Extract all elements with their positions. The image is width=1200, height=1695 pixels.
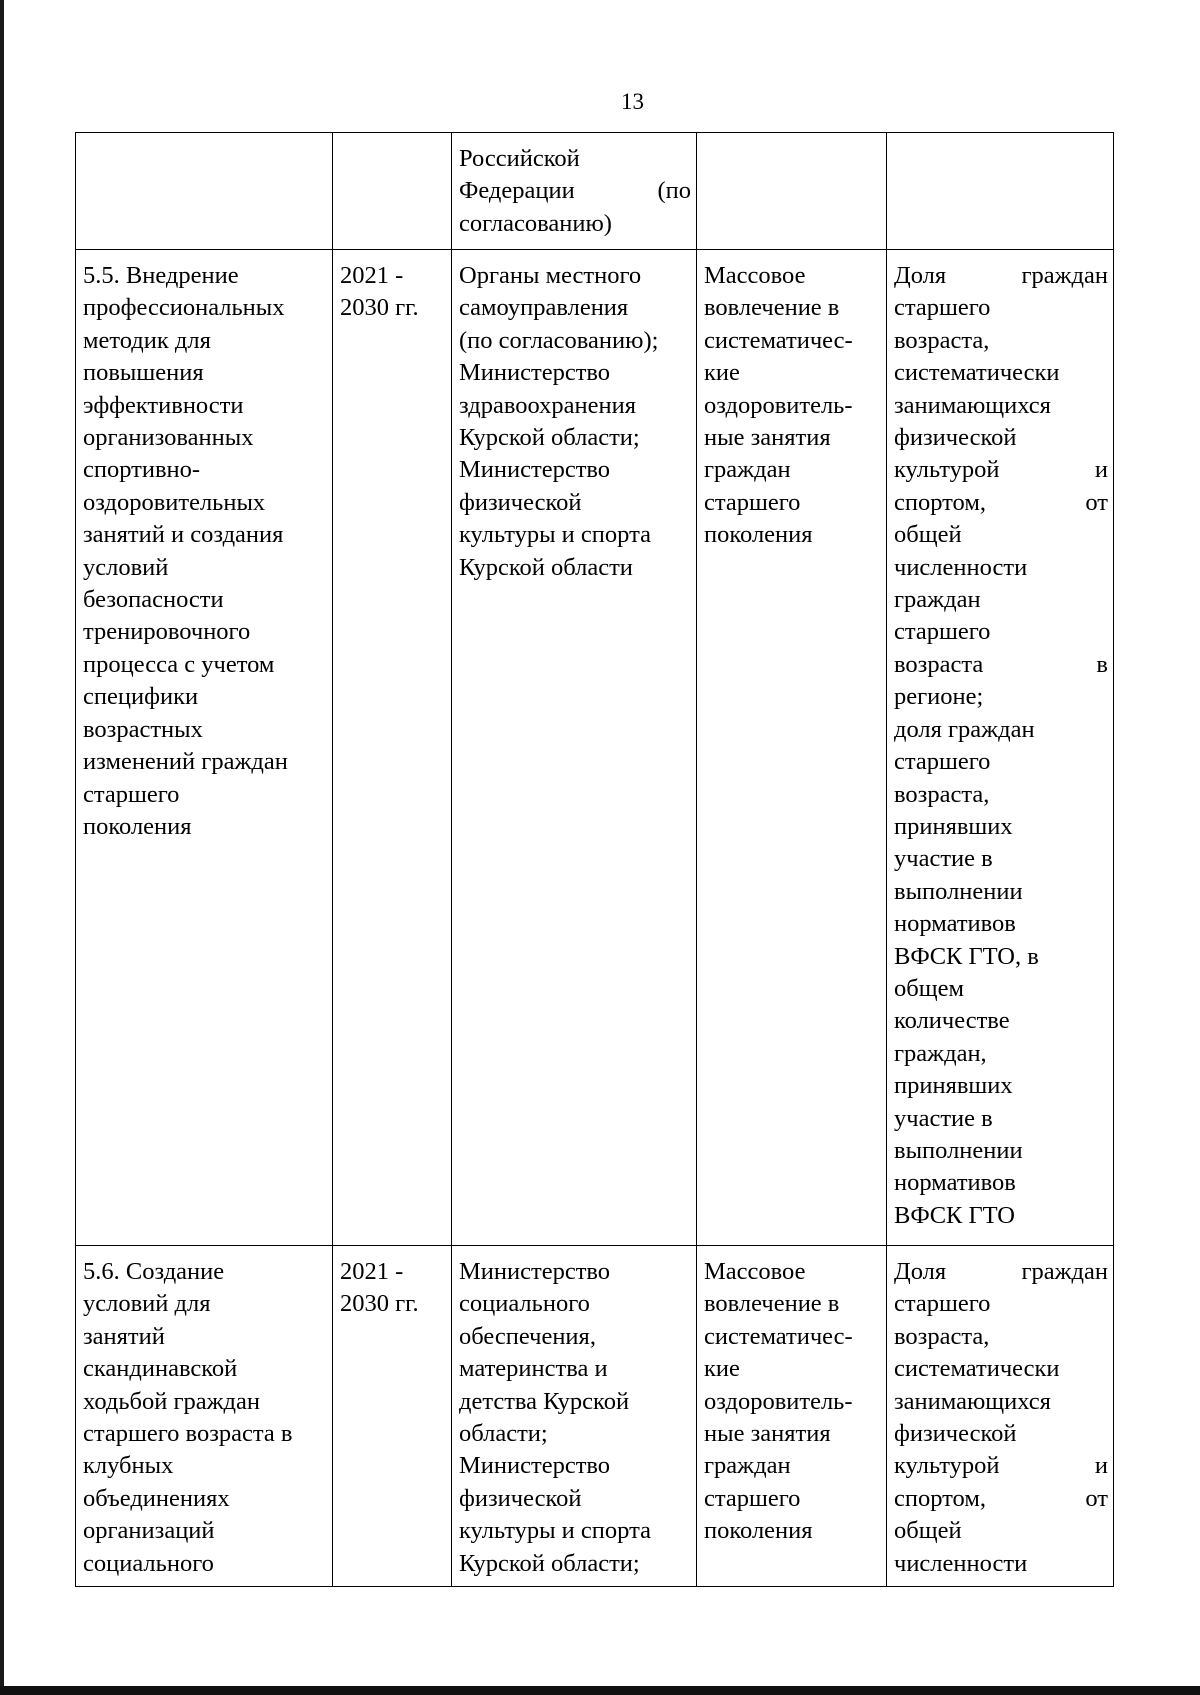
result-line: вовлечение в	[704, 294, 840, 322]
result-line: систематичес-	[704, 1322, 853, 1350]
executors-line: Курской области;	[459, 424, 640, 452]
measure-line: 5.6. Создание	[83, 1258, 225, 1285]
executors-cell	[452, 133, 697, 250]
scan-edge-left	[0, 0, 4, 1695]
measure-line: объединениях	[83, 1484, 230, 1512]
indicators-line: возраста в	[894, 650, 1108, 678]
measure-cell	[76, 1246, 333, 1587]
indicators-line: старшего	[894, 294, 991, 322]
indicators-line: культурой и	[894, 456, 1108, 484]
indicators-line: принявших	[894, 1072, 1013, 1100]
result-cell	[697, 1246, 887, 1587]
period-line: 2030 гг.	[340, 294, 419, 322]
indicators-line: выполнении	[894, 877, 1023, 905]
indicators-line: спортом, от	[894, 488, 1108, 516]
executors-line: Российской	[459, 145, 580, 172]
indicators-line: численности	[894, 1549, 1028, 1577]
result-line: поколения	[704, 521, 813, 549]
result-line: ные занятия	[704, 424, 831, 452]
indicators-line: выполнении	[894, 1136, 1023, 1164]
indicators-line: граждан,	[894, 1039, 987, 1067]
measure-line: условий для	[83, 1290, 211, 1318]
measure-line: профессиональных	[83, 294, 285, 322]
measure-line: безопасности	[83, 586, 224, 614]
table-row	[76, 133, 1114, 250]
measure-line: тренировочного	[83, 618, 251, 646]
result-cell	[697, 250, 887, 1246]
result-line: старшего	[704, 488, 801, 516]
indicators-line: физической	[894, 1420, 1017, 1448]
executors-line: Министерство	[459, 456, 611, 484]
result-line: граждан	[704, 1452, 791, 1480]
result-line: Массовое	[704, 1258, 806, 1285]
measure-line: эффективности	[83, 391, 244, 419]
indicators-line: старшего	[894, 1290, 991, 1318]
executors-line: Курской области;	[459, 1549, 640, 1577]
executors-line: детства Курской	[459, 1387, 630, 1415]
indicators-line: старшего	[894, 748, 991, 776]
measure-line: скандинавской	[83, 1355, 238, 1383]
executors-line: Федерации (по	[459, 177, 691, 205]
result-line: поколения	[704, 1517, 813, 1545]
executors-line: материнства и	[459, 1355, 608, 1383]
measure-cell	[76, 133, 333, 250]
period-line: 2021 -	[340, 262, 404, 289]
indicators-line: спортом, от	[894, 1484, 1108, 1512]
indicators-line: физической	[894, 424, 1017, 452]
executors-cell	[452, 250, 697, 1246]
indicators-line: занимающихся	[894, 1387, 1051, 1415]
period-cell	[333, 133, 452, 250]
executors-line: (по согласованию);	[459, 326, 659, 354]
indicators-line: численности	[894, 553, 1028, 581]
measure-line: возрастных	[83, 715, 203, 743]
measure-line: поколения	[83, 812, 192, 840]
indicators-line: ВФСК ГТО	[894, 1201, 1016, 1229]
indicators-line: систематически	[894, 1355, 1060, 1383]
indicators-line: возраста,	[894, 780, 990, 808]
executors-line: обеспечения,	[459, 1322, 596, 1350]
indicators-line: возраста,	[894, 326, 990, 354]
indicators-cell	[887, 1246, 1114, 1587]
indicators-line: ВФСК ГТО, в	[894, 942, 1039, 970]
executors-line: физической	[459, 1484, 582, 1512]
result-line: кие	[704, 359, 740, 387]
measure-line: ходьбой граждан	[83, 1387, 261, 1415]
indicators-line: систематически	[894, 359, 1060, 387]
period-cell	[333, 250, 452, 1246]
indicators-line: участие в	[894, 845, 993, 873]
plan-table	[75, 132, 1114, 1587]
executors-line: Министерство	[459, 359, 611, 387]
result-line: старшего	[704, 1484, 801, 1512]
indicators-line: регионе;	[894, 683, 984, 711]
result-cell	[697, 133, 887, 250]
executors-line: Министерство	[459, 1258, 611, 1285]
indicators-line: принявших	[894, 812, 1013, 840]
indicators-line: нормативов	[894, 1169, 1016, 1197]
measure-line: оздоровительных	[83, 488, 266, 516]
measure-line: повышения	[83, 359, 204, 387]
indicators-line: общей	[894, 1517, 962, 1545]
measure-line: процесса с учетом	[83, 650, 275, 678]
executors-line: Курской области	[459, 553, 633, 581]
measure-line: клубных	[83, 1452, 174, 1480]
measure-line: старшего возраста в	[83, 1420, 293, 1448]
executors-line: Министерство	[459, 1452, 611, 1480]
page-number: 13	[621, 89, 644, 114]
indicators-line: общей	[894, 521, 962, 549]
measure-line: социального	[83, 1549, 214, 1577]
measure-line: организаций	[83, 1517, 215, 1545]
period-line: 2021 -	[340, 1258, 404, 1285]
measure-line: спортивно-	[83, 456, 201, 484]
executors-line: согласованию)	[459, 209, 612, 237]
result-line: кие	[704, 1355, 740, 1383]
result-line: оздоровитель-	[704, 1387, 853, 1415]
indicators-line: доля граждан	[894, 715, 1035, 743]
measure-line: изменений граждан	[83, 748, 288, 776]
indicators-line: количестве	[894, 1007, 1010, 1035]
measure-line: 5.5. Внедрение	[83, 262, 239, 289]
result-line: систематичес-	[704, 326, 853, 354]
indicators-line: общем	[894, 974, 964, 1002]
result-line: ные занятия	[704, 1420, 831, 1448]
indicators-line: Доля граждан	[894, 262, 1108, 289]
result-line: граждан	[704, 456, 791, 484]
executors-line: физической	[459, 488, 582, 516]
indicators-line: возраста,	[894, 1322, 990, 1350]
executors-cell	[452, 1246, 697, 1587]
indicators-line: нормативов	[894, 910, 1016, 938]
measure-line: организованных	[83, 424, 254, 452]
measure-line: занятий	[83, 1322, 165, 1350]
indicators-cell	[887, 133, 1114, 250]
measure-line: условий	[83, 553, 169, 581]
executors-line: Органы местного	[459, 262, 642, 289]
table-row	[76, 250, 1114, 1246]
indicators-line: граждан	[894, 586, 981, 614]
indicators-line: Доля граждан	[894, 1258, 1108, 1285]
period-cell	[333, 1246, 452, 1587]
result-line: Массовое	[704, 262, 806, 289]
measure-line: методик для	[83, 326, 211, 354]
period-line: 2030 гг.	[340, 1290, 419, 1318]
measure-line: старшего	[83, 780, 180, 808]
indicators-line: участие в	[894, 1104, 993, 1132]
result-line: оздоровитель-	[704, 391, 853, 419]
executors-line: области;	[459, 1420, 548, 1448]
result-line: вовлечение в	[704, 1290, 840, 1318]
indicators-line: старшего	[894, 618, 991, 646]
indicators-cell	[887, 250, 1114, 1246]
table-row	[76, 1246, 1114, 1587]
executors-line: социального	[459, 1290, 590, 1318]
measure-cell	[76, 250, 333, 1246]
measure-line: занятий и создания	[83, 521, 284, 549]
scan-edge-bottom	[0, 1686, 1200, 1695]
executors-line: здравоохранения	[459, 391, 636, 419]
indicators-line: культурой и	[894, 1452, 1108, 1480]
executors-line: культуры и спорта	[459, 521, 651, 549]
measure-line: специфики	[83, 683, 199, 711]
indicators-line: занимающихся	[894, 391, 1051, 419]
executors-line: культуры и спорта	[459, 1517, 651, 1545]
executors-line: самоуправления	[459, 294, 629, 322]
